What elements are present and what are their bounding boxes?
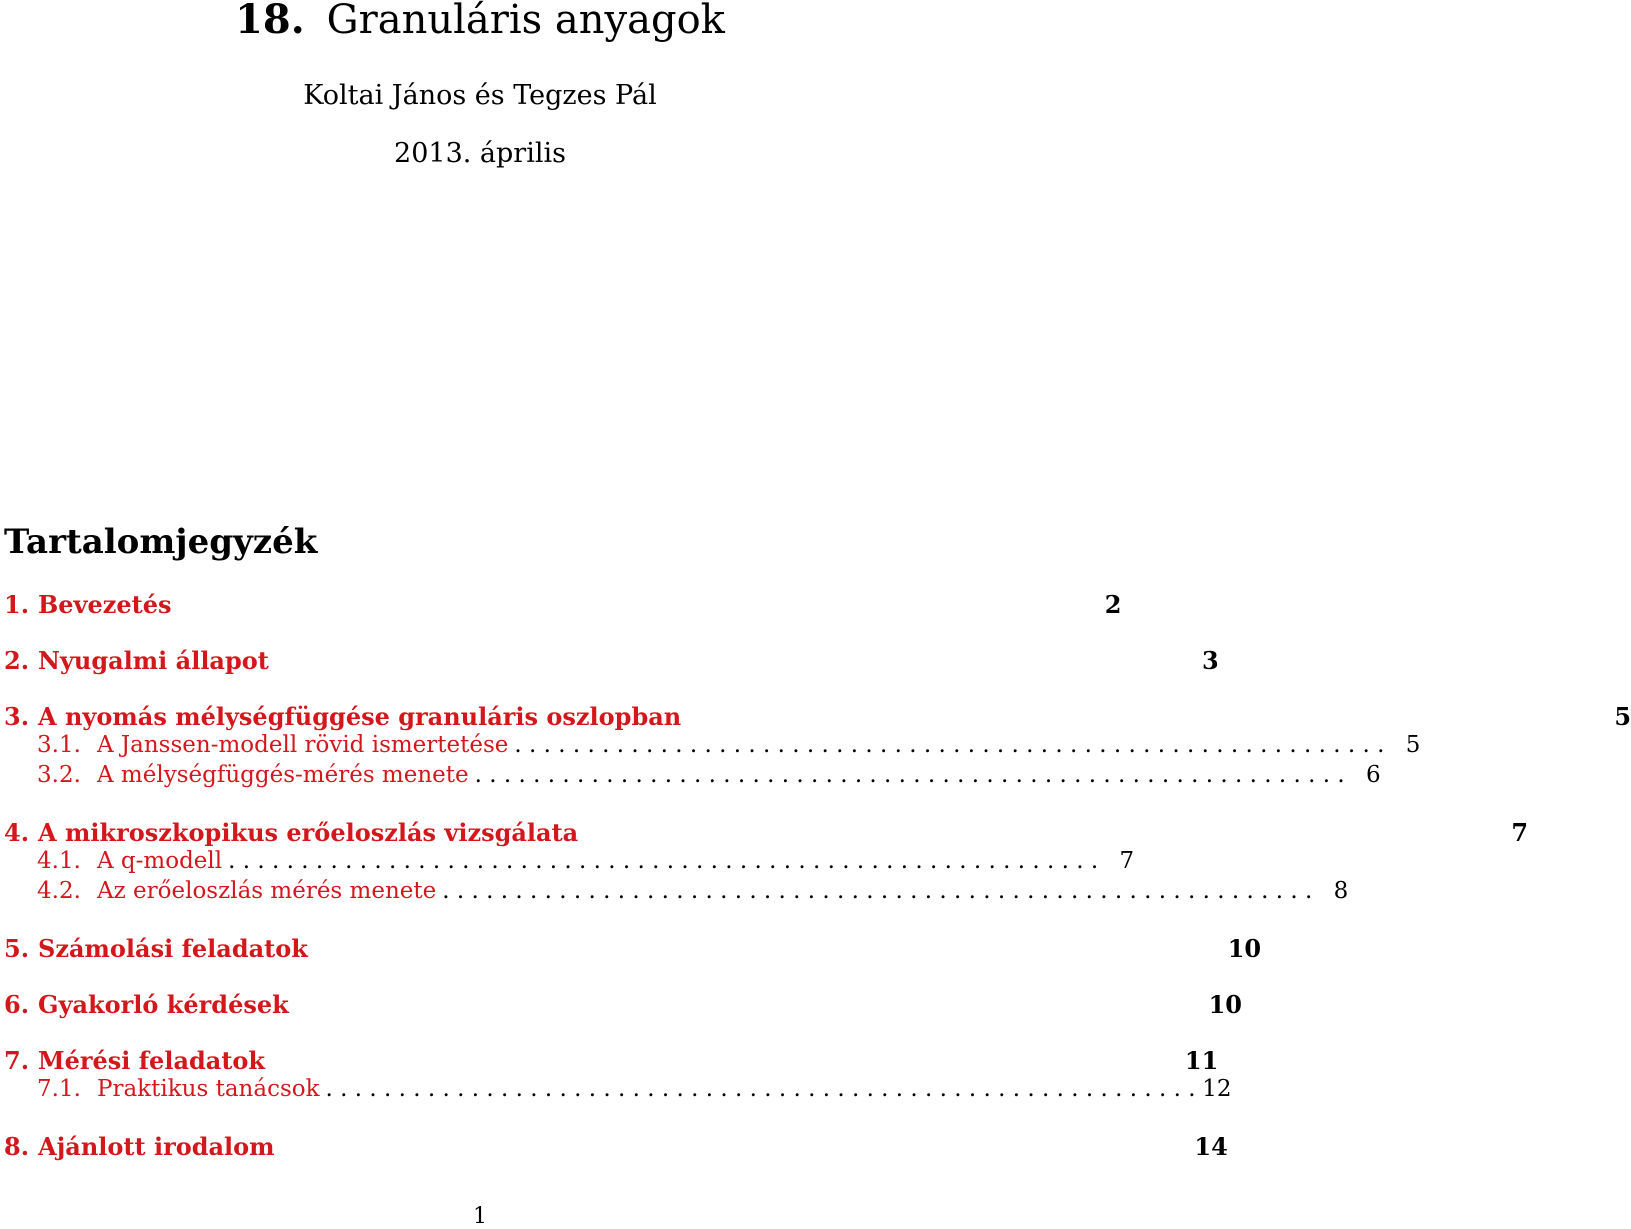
toc-entry-number: 7.1. bbox=[37, 1076, 81, 1102]
title-number: 18. bbox=[235, 0, 305, 43]
toc-entry-number: 6. bbox=[4, 990, 30, 1019]
toc-leader-dots: . . . . . . . . . . . . . . . . . . . . . . . . . . . . . . . . . . . . . . . . . . . . . . . . . . . . . . . . . . . . bbox=[514, 732, 1385, 758]
toc-entry[interactable] bbox=[4, 1076, 1232, 1108]
toc-entry[interactable] bbox=[4, 1046, 1219, 1078]
toc-entry[interactable] bbox=[4, 848, 1135, 880]
toc-entry-text: A mikroszkopikus erőeloszlás vizsgálata bbox=[38, 818, 579, 847]
toc-leader-dots: . . . . . . . . . . . . . . . . . . . . . . . . . . . . . . . . . . . . . . . . . . . . . . . . . . . . . . . . . . . . bbox=[474, 762, 1345, 788]
toc-entry-number: 5. bbox=[4, 934, 30, 963]
toc-entry-number: 4. bbox=[4, 818, 30, 847]
toc-entry-page: 11 bbox=[1184, 1046, 1219, 1075]
toc-entry[interactable] bbox=[4, 646, 1219, 678]
toc-entry-text: Gyakorló kérdések bbox=[38, 990, 289, 1019]
toc-entry[interactable] bbox=[4, 1132, 1228, 1164]
toc-entry[interactable] bbox=[4, 702, 1631, 734]
toc-entry-number: 8. bbox=[4, 1132, 30, 1161]
toc-leader-dots: . . . . . . . . . . . . . . . . . . . . . . . . . . . . . . . . . . . . . . . . . . . . . . . . . . . . . . . . . . . . bbox=[442, 878, 1313, 904]
toc-entry-label[interactable] bbox=[4, 732, 508, 758]
toc-entry-number: 3.2. bbox=[37, 762, 81, 788]
toc-entry-label[interactable] bbox=[4, 1046, 265, 1075]
toc-entry-label[interactable] bbox=[4, 878, 436, 904]
toc-entry-page: 3 bbox=[1202, 646, 1219, 675]
toc-leader-dots: . . . . . . . . . . . . . . . . . . . . . . . . . . . . . . . . . . . . . . . . . . . . . . . . . . . . . . . . . . . . bbox=[228, 848, 1099, 874]
toc-entry-page: 5 bbox=[1614, 702, 1631, 731]
toc-entry-number: 3. bbox=[4, 702, 30, 731]
toc-entry-label[interactable] bbox=[4, 848, 222, 874]
toc-entry-text: Számolási feladatok bbox=[38, 934, 308, 963]
toc-entry-text: Ajánlott irodalom bbox=[38, 1132, 275, 1161]
toc-entry-page: 14 bbox=[1194, 1132, 1228, 1161]
toc-entry-page: 10 bbox=[1227, 934, 1262, 963]
page-number: 1 bbox=[473, 1204, 487, 1229]
date: 2013. április bbox=[394, 138, 566, 169]
toc-entry-text: Az erőeloszlás mérés menete bbox=[97, 878, 437, 904]
toc-entry-text: Mérési feladatok bbox=[38, 1046, 266, 1075]
toc-entry-number: 2. bbox=[4, 646, 30, 675]
toc-entry-text: A q-modell bbox=[97, 848, 223, 874]
toc-entry[interactable] bbox=[4, 990, 1243, 1022]
toc-entry[interactable] bbox=[4, 878, 1349, 910]
toc-entry-page: 6 bbox=[1366, 762, 1381, 788]
toc-heading: Tartalomjegyzék bbox=[4, 522, 318, 562]
toc-entry[interactable] bbox=[4, 934, 1262, 966]
title-text: Granuláris anyagok bbox=[326, 0, 725, 43]
toc-entry-page: 7 bbox=[1511, 818, 1529, 847]
toc-entry-text: Bevezetés bbox=[38, 590, 172, 619]
toc-entry-text: A Janssen-modell rövid ismertetése bbox=[97, 732, 509, 758]
toc-entry-text: Praktikus tanácsok bbox=[97, 1076, 320, 1102]
toc-entry-page: 8 bbox=[1333, 878, 1349, 904]
toc-entry-page: 2 bbox=[1104, 590, 1122, 619]
toc-entry-label[interactable] bbox=[4, 990, 289, 1019]
toc-entry-number: 3.1. bbox=[37, 732, 81, 758]
toc-entry-label[interactable] bbox=[4, 1076, 320, 1102]
toc-entry-page: 5 bbox=[1405, 732, 1421, 758]
toc-entry-page: 7 bbox=[1119, 848, 1135, 874]
toc-entry[interactable] bbox=[4, 732, 1421, 764]
toc-entry-page: 10 bbox=[1208, 990, 1243, 1019]
toc-entry-page: 12 bbox=[1202, 1076, 1232, 1102]
authors: Koltai János és Tegzes Pál bbox=[303, 80, 657, 111]
toc-entry-number: 4.1. bbox=[37, 848, 81, 874]
toc-entry-label[interactable] bbox=[4, 590, 172, 619]
toc-entry-text: Nyugalmi állapot bbox=[38, 646, 269, 675]
toc-entry-label[interactable] bbox=[4, 1132, 275, 1161]
toc-entry-text: A mélységfüggés-mérés menete bbox=[97, 762, 469, 788]
toc-entry-label[interactable] bbox=[4, 702, 681, 731]
toc-entry[interactable] bbox=[4, 762, 1381, 794]
toc-entry[interactable] bbox=[4, 590, 1122, 622]
toc-entry-label[interactable] bbox=[4, 646, 269, 675]
toc-entry-label[interactable] bbox=[4, 818, 578, 847]
toc-entry[interactable] bbox=[4, 818, 1529, 850]
toc-entry-label[interactable] bbox=[4, 762, 469, 788]
toc-entry-number: 7. bbox=[4, 1046, 30, 1075]
toc-leader-dots: . . . . . . . . . . . . . . . . . . . . . . . . . . . . . . . . . . . . . . . . . . . . . . . . . . . . . . . . . . . . bbox=[325, 1076, 1196, 1102]
toc-entry-number: 4.2. bbox=[37, 878, 81, 904]
toc-entry-label[interactable] bbox=[4, 934, 308, 963]
toc-entry-text: A nyomás mélységfüggése granuláris oszlopban bbox=[38, 702, 682, 731]
toc-entry-number: 1. bbox=[4, 590, 30, 619]
